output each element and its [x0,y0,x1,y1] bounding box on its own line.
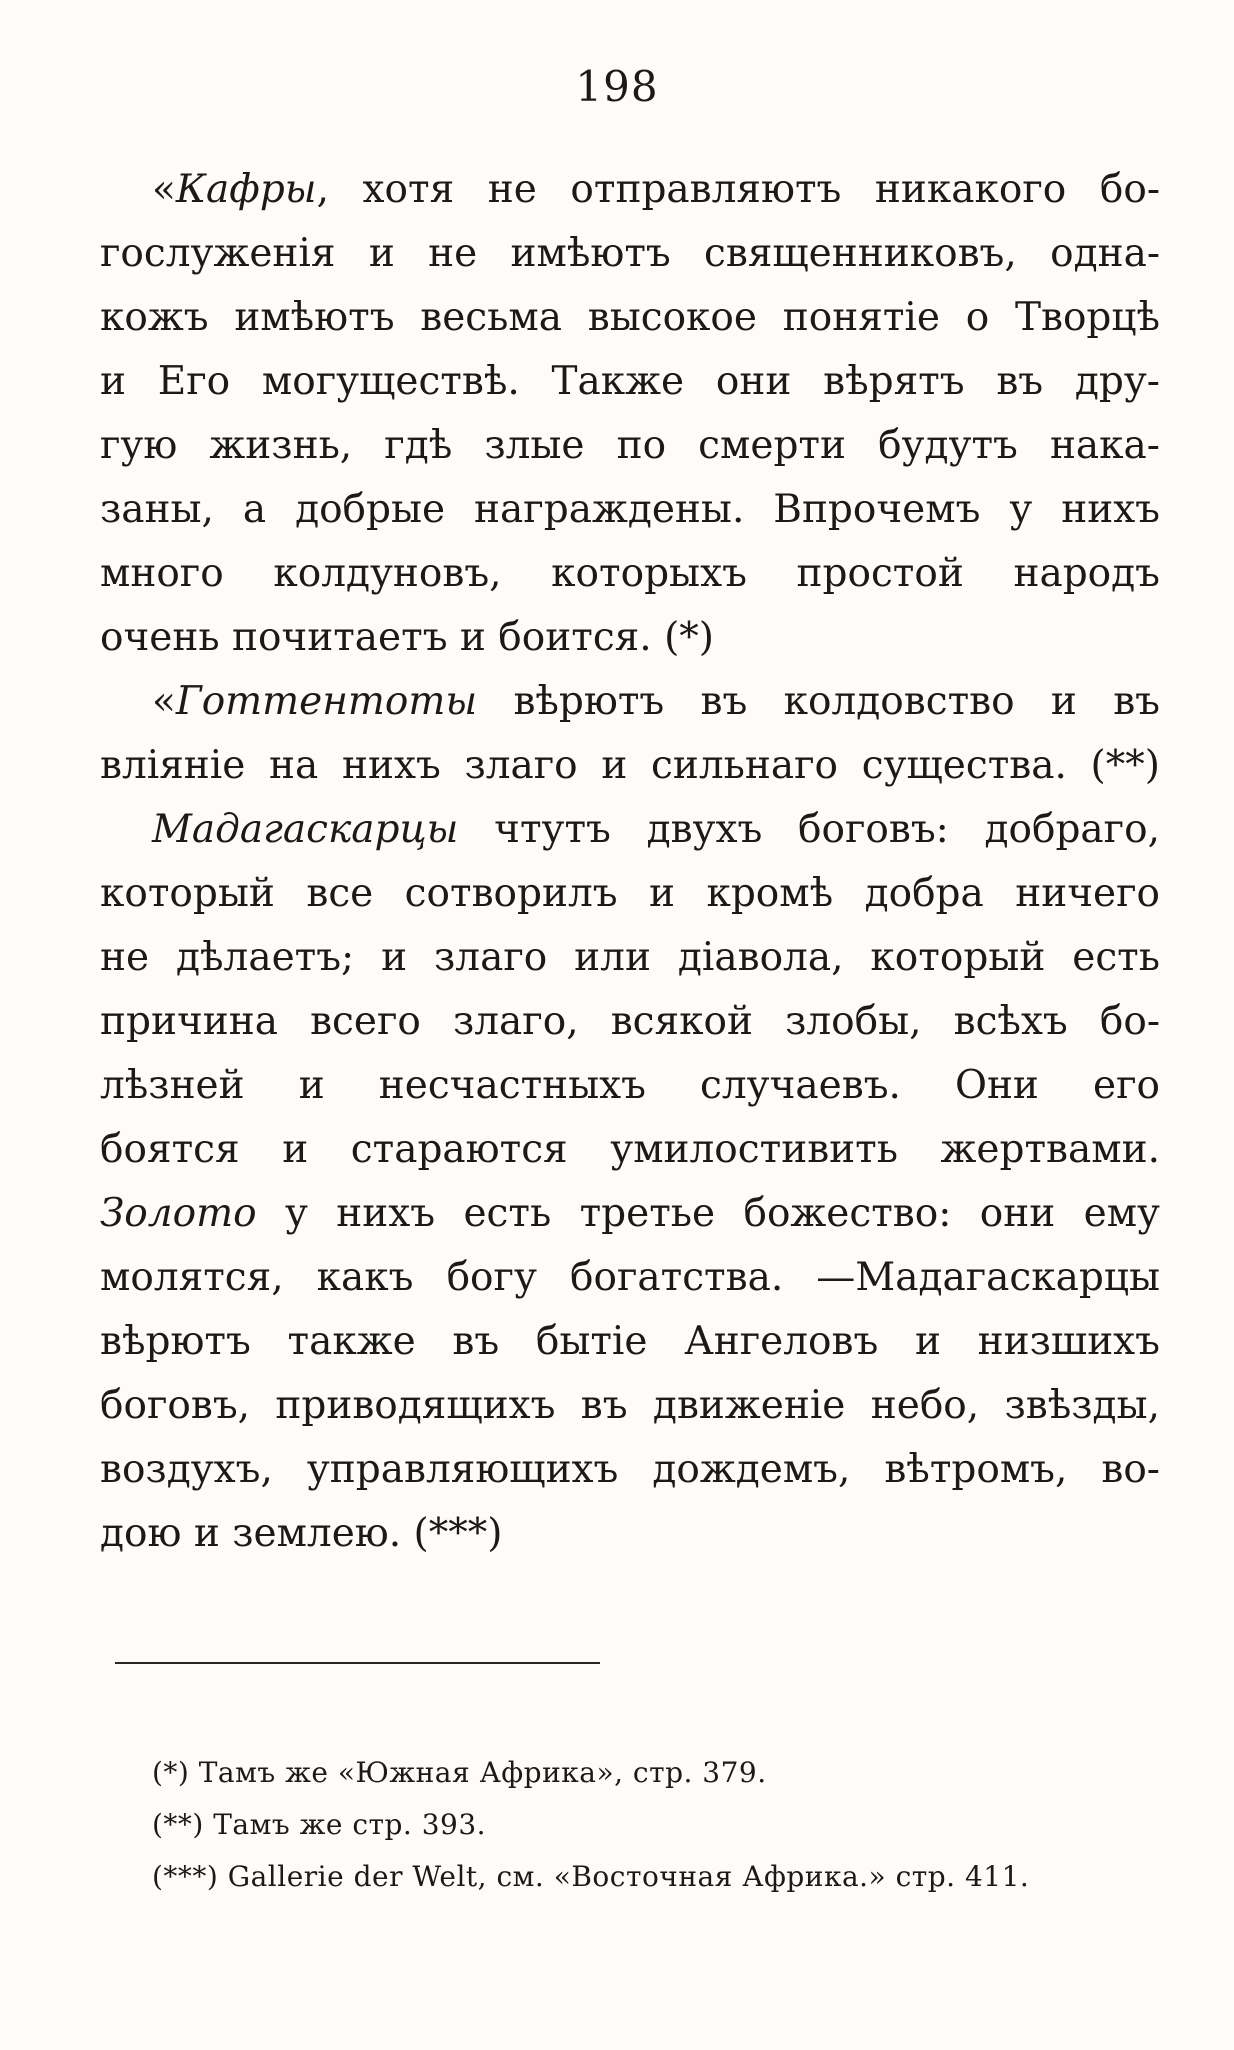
line-text: кожъ имѣютъ весьма высокое понятіе о Творцѣ [100,295,1160,340]
line-text: чтутъ двухъ боговъ: добраго, [458,807,1160,852]
footnote-rule [115,1662,600,1664]
line-text: вѣрютъ въ колдовство и въ [477,679,1160,724]
italic-term: Готтентоты [175,679,478,724]
text-line [100,1056,1160,1116]
line-text: гую жизнь, гдѣ злые по смерти будутъ нака- [100,423,1160,468]
text-line [152,800,1160,860]
text-line [152,160,1160,220]
italic-term: Золото [100,1191,257,1236]
line-text: заны, а добрые награждены. Впрочемъ у нихъ [100,487,1160,532]
italic-term: Мадагаскарцы [152,807,459,852]
text-line [100,288,1160,348]
text-line [100,544,1160,604]
line-text: не дѣлаетъ; и злаго или діавола, который есть [100,935,1160,980]
line-text: и Его могуществѣ. Также они вѣрятъ въ дру- [100,359,1160,404]
text-line [100,1184,1160,1244]
text-line [100,1312,1160,1372]
text-line [152,672,1160,732]
page-number: 198 [575,62,659,111]
line-prefix: « [152,167,176,212]
text-line [100,864,1160,924]
text-line [100,1120,1160,1180]
text-line [100,1440,1160,1500]
line-text: воздухъ, управляющихъ дождемъ, вѣтромъ, во- [100,1447,1160,1492]
line-text: очень почитаетъ и боится. (*) [100,615,715,660]
text-line [100,352,1160,412]
text-line [100,480,1160,540]
footnote-1: (*) Тамъ же «Южная Африка», стр. 379. [152,1756,767,1789]
text-line [100,1248,1160,1308]
line-text: вліяніе на нихъ злаго и сильнаго существа. (**) [100,743,1160,788]
line-text: который все сотворилъ и кромѣ добра ничего [100,871,1160,916]
line-text: гослуженія и не имѣютъ священниковъ, одна- [100,231,1160,276]
line-text: боговъ, приводящихъ въ движеніе небо, звѣзды, [100,1383,1160,1428]
line-text: лѣзней и несчастныхъ случаевъ. Они его [100,1063,1160,1108]
text-line [100,224,1160,284]
line-text: боятся и стараются умилостивить жертвами. [100,1127,1160,1172]
line-text: много колдуновъ, которыхъ простой народъ [100,551,1160,596]
text-line [100,416,1160,476]
text-line [100,608,1160,668]
footnote-2: (**) Тамъ же стр. 393. [152,1808,487,1841]
text-line [100,1376,1160,1436]
text-line [100,992,1160,1052]
line-text: дою и землею. (***) [100,1511,503,1556]
italic-term: Кафры [175,167,317,212]
footnote-3: (***) Gallerie der Welt, см. «Восточная Африка.» стр. 411. [152,1860,1030,1893]
text-line [100,1504,1160,1564]
line-text: у нихъ есть третье божество: они ему [256,1191,1160,1236]
line-text: молятся, какъ богу богатства. —Мадагаскарцы [100,1255,1160,1300]
text-line [100,736,1160,796]
text-line [100,928,1160,988]
line-text: причина всего злаго, всякой злобы, всѣхъ бо- [100,999,1160,1044]
line-text: , хотя не отправляютъ никакого бо- [316,167,1160,212]
line-text: вѣрютъ также въ бытіе Ангеловъ и низшихъ [100,1319,1160,1364]
line-prefix: « [152,679,176,724]
